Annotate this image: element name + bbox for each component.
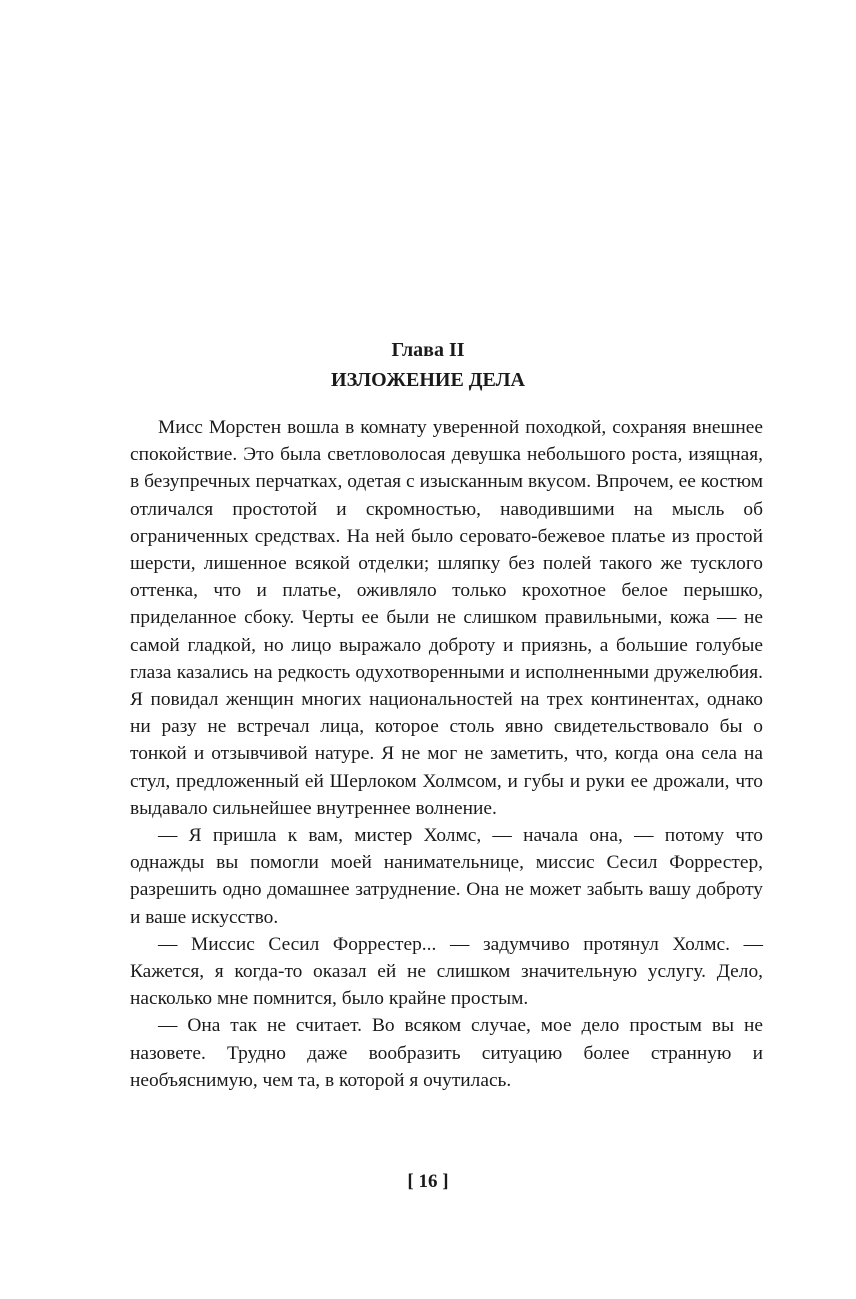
body-text xyxy=(130,414,763,1094)
chapter-title: ИЗЛОЖЕНИЕ ДЕЛА xyxy=(331,369,525,391)
paragraph-3: — Миссис Сесил Форрестер... — задумчиво протянул Холмс. — Кажется, я когда-то оказал ей не слишком значительную услугу. Дело, насколько мне помнится, было крайне простым. xyxy=(130,933,763,1010)
paragraph-1: Мисс Морстен вошла в комнату уверенной походкой, сохраняя внешнее спокойствие. Это была светловолосая девушка небольшого роста, изящная, в безупречных перчатках, одетая с изысканным вкусом. Впрочем, ее костюм отличался простотой и скромностью, наводившими на мысль об ограниченных средствах. На ней было серовато-бежевое платье из простой шерсти, лишенное всякой отделки; шляпку без полей такого же тусклого оттенка, что и платье, оживляло только крохотное белое перышко, приделанное сбоку. Черты ее были не слишком правильными, кожа — не самой гладкой, но лицо выражало доброту и приязнь, а большие голубые глаза казались на редкость одухотворенными и исполненными дружелюбия. Я повидал женщин многих национальностей на трех континентах, однако ни разу не встречал лица, которое столь явно свидетельствовало бы о тонкой и отзывчивой натуре. Я не мог не заметить, что, когда она села на стул, предложенный ей Шерлоком Холмсом, и губы и руки ее дрожали, что выдавало сильнейшее внутреннее волнение. xyxy=(130,417,763,819)
page-number: [ 16 ] xyxy=(407,1171,449,1192)
paragraph-4: — Она так не считает. Во всяком случае, мое дело простым вы не назовете. Трудно даже вообразить ситуацию более странную и необъяснимую, чем та, в которой я очутилась. xyxy=(130,1015,763,1091)
paragraph-2: — Я пришла к вам, мистер Холмс, — начала она, — потому что однажды вы помогли моей нанимательнице, миссис Сесил Форрестер, разрешить одно домашнее затруднение. Она не может забыть вашу доброту и ваше искусство. xyxy=(130,825,763,928)
chapter-number: Глава II xyxy=(391,339,465,361)
